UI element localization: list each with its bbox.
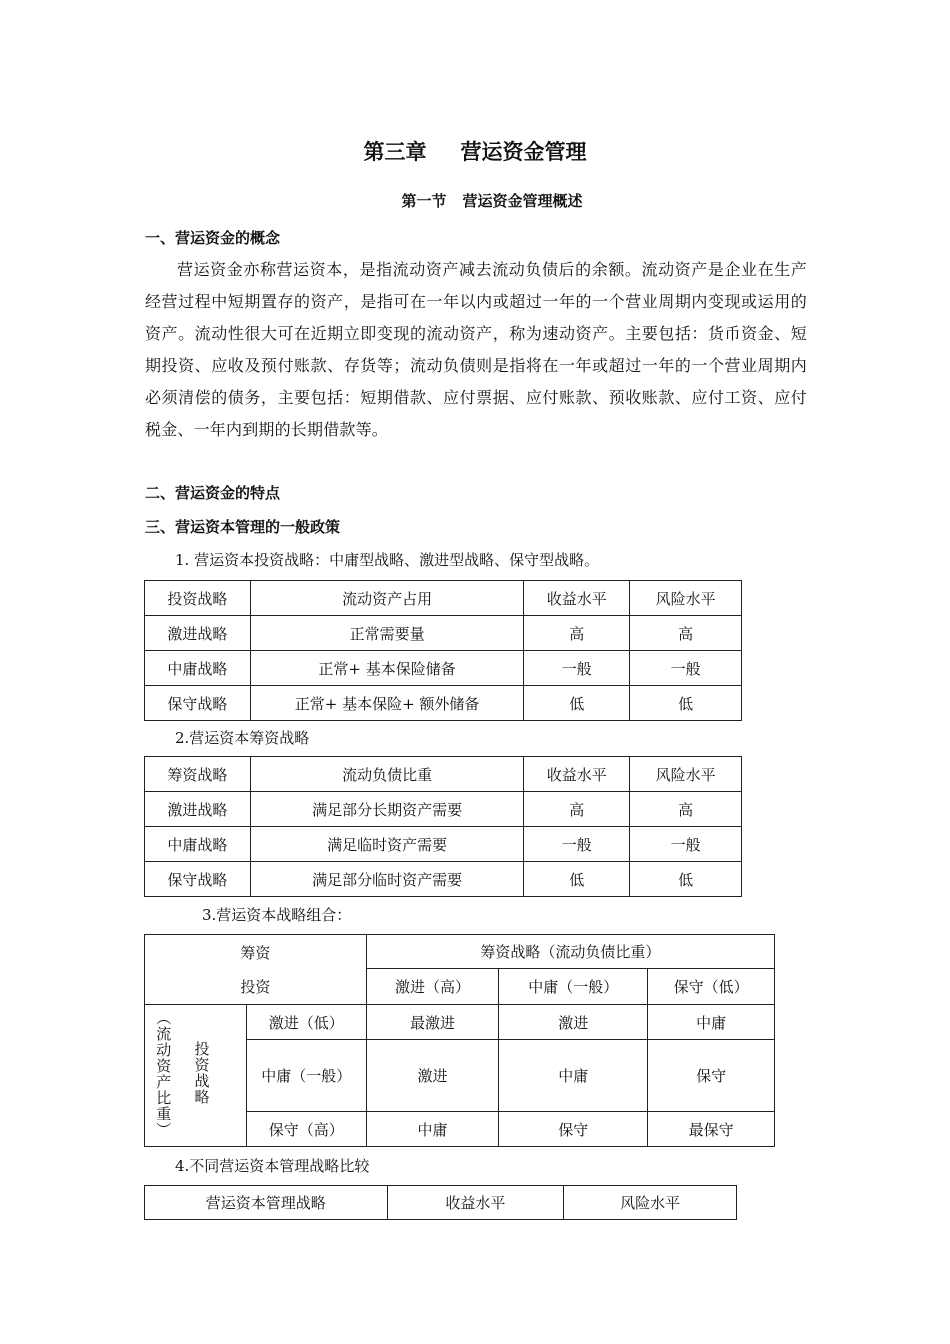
table-row [145,651,742,686]
table-cell: 高 [524,792,630,827]
table-cell: 正常+ 基本保险储备 [250,651,524,686]
table-header-cell: 投资战略 [145,581,251,616]
table-header-cell: 风险水平 [630,581,742,616]
table-cell: 低 [630,686,742,721]
row-label: 保守（高） [246,1112,366,1147]
table-header-cell: 风险水平 [564,1186,737,1220]
strategy-comparison-table [144,1185,737,1220]
table-cell: 最保守 [648,1112,775,1147]
strategy-combination-table [144,934,775,1147]
table-cell: 中庸 [499,1040,648,1112]
heading-policy: 三、营运资本管理的一般政策 [145,518,341,536]
item-strategy-comparison: 4.不同营运资本管理战略比较 [175,1157,370,1175]
row-label: 激进（低） [246,1005,366,1040]
table-cell: 满足临时资产需要 [250,827,524,862]
table-cell: 低 [630,862,742,897]
table-cell: 高 [630,616,742,651]
concept-paragraph: 营运资金亦称营运资本，是指流动资产减去流动负债后的余额。流动资产是企业在生产经营过程中短期置存的资产，是指可在一年以内或超过一年的一个营业周期内变现或运用的资产。流动性很大可在近期立即变现的流动资产，称为速动资产。主要包括：货币资金、短期投资、应收及预付账款、存货等；流动负债则是指将在一年或超过一年的一个营业周期内必须清偿的债务，主要包括：短期借款、应付票据、应付账款、预收账款、应付工资、应付税金、一年内到期的长期借款等。 [145,260,807,439]
item-investment-strategy: 1. 营运资本投资战略：中庸型战略、激进型战略、保守型战略。 [175,551,600,569]
table-cell: 中庸 [366,1112,499,1147]
table-cell: 正常+ 基本保险+ 额外储备 [250,686,524,721]
table-cell: 高 [524,616,630,651]
corner-top: 筹资 [240,943,271,962]
table-header-cell: 筹资战略 [145,757,251,792]
table-cell: 中庸战略 [145,651,251,686]
chapter-name: 营运资金管理 [460,140,587,164]
table-header-cell: 风险水平 [630,757,742,792]
side-label-b: 投资战略 [192,1041,211,1105]
chapter-label: 第三章 [363,140,427,164]
table-cell: 一般 [524,827,630,862]
table-cell: 中庸战略 [145,827,251,862]
table-row [145,686,742,721]
table-cell: 保守 [648,1040,775,1112]
table-cell: 正常需要量 [250,616,524,651]
table-header-cell: 流动负债比重 [250,757,524,792]
financing-header: 筹资战略（流动负债比重） [366,935,774,969]
table-header-row [145,1186,737,1220]
table-row [145,616,742,651]
section-title [0,190,950,211]
side-label-b-cell [180,1005,246,1147]
financing-strategy-table [144,756,742,897]
table-header-cell: 营运资本管理战略 [145,1186,388,1220]
table-cell: 保守战略 [145,686,251,721]
table-header-cell: 收益水平 [387,1186,564,1220]
table-cell: 激进 [499,1005,648,1040]
table-cell: 一般 [630,651,742,686]
table-cell: 激进 [366,1040,499,1112]
item-strategy-combination: 3.营运资本战略组合： [202,906,352,924]
table-cell: 满足部分长期资产需要 [250,792,524,827]
heading-characteristics: 二、营运资金的特点 [145,484,281,502]
section-name: 营运资金管理概述 [462,192,583,210]
table-header-cell: 收益水平 [524,581,630,616]
financing-col-header: 激进（高） [366,969,499,1005]
table-cell: 激进战略 [145,792,251,827]
table-cell: 保守战略 [145,862,251,897]
table-header-cell: 流动资产占用 [250,581,524,616]
financing-col-header: 保守（低） [648,969,775,1005]
financing-col-header: 中庸（一般） [499,969,648,1005]
table-header-row [145,581,742,616]
table-cell: 中庸 [648,1005,775,1040]
table-cell: 一般 [630,827,742,862]
table-header-cell: 收益水平 [524,757,630,792]
side-label-a: （流动资产比重） [154,1010,173,1138]
corner-bottom: 投资 [240,977,271,996]
table-cell: 保守 [499,1112,648,1147]
table-header-row [145,757,742,792]
table-cell: 激进战略 [145,616,251,651]
side-label-a-cell [145,1005,181,1147]
table-cell: 一般 [524,651,630,686]
investment-strategy-table [144,580,742,721]
table-cell: 高 [630,792,742,827]
table-cell: 低 [524,862,630,897]
table-cell: 满足部分临时资产需要 [250,862,524,897]
table-row [145,862,742,897]
corner-cell [145,935,367,1005]
chapter-title [0,136,950,166]
table-row [145,827,742,862]
row-label: 中庸（一般） [246,1040,366,1112]
table-header-row [145,935,775,969]
table-row [145,792,742,827]
section-label: 第一节 [401,192,447,210]
table-cell: 低 [524,686,630,721]
heading-concept: 一、营运资金的概念 [145,229,281,247]
table-row [145,1005,775,1040]
item-financing-strategy: 2.营运资本筹资战略 [175,729,310,747]
table-cell: 最激进 [366,1005,499,1040]
